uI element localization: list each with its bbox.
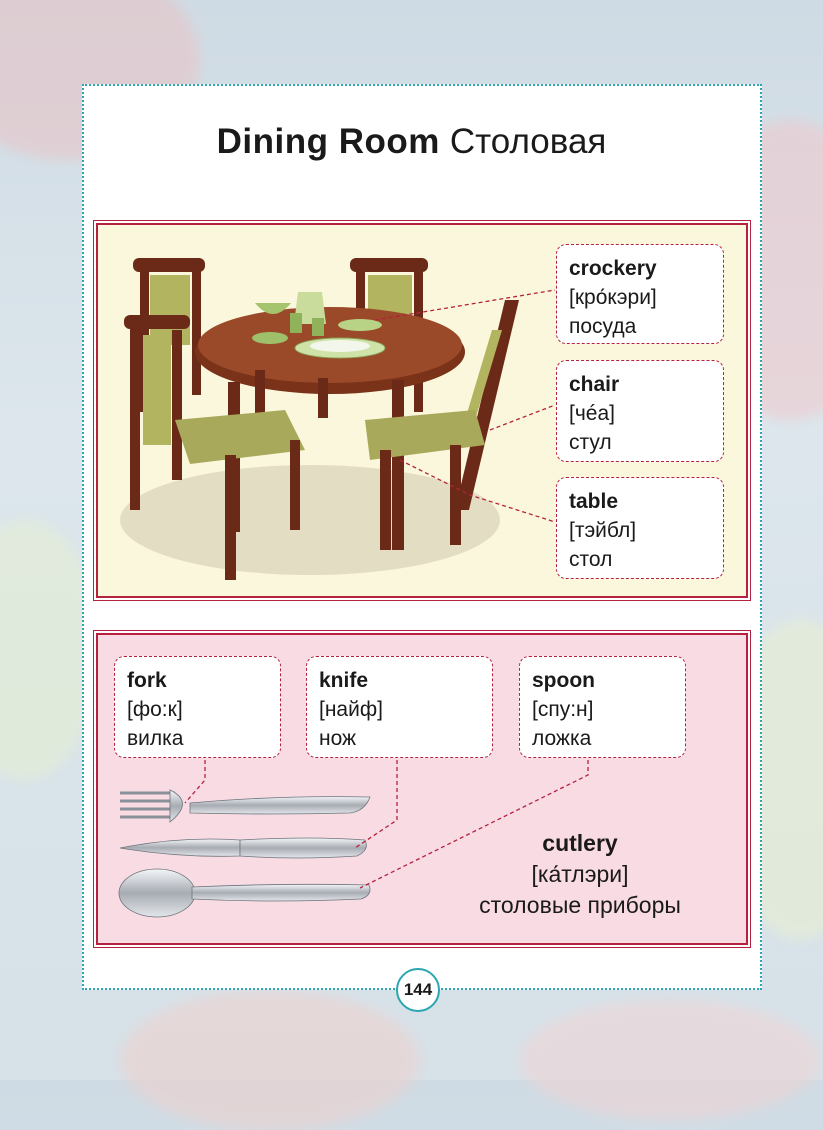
cutlery-transcription: [ка́тлэри] <box>531 861 629 887</box>
spoon-translation: ложка <box>532 727 592 750</box>
knife-translation: нож <box>319 727 357 750</box>
label-knife <box>306 656 493 758</box>
title-russian: Столовая <box>449 122 607 161</box>
label-fork <box>114 656 281 758</box>
crockery-transcription: [кро́кэри] <box>569 286 657 309</box>
spoon-transcription: [спу:н] <box>532 698 594 721</box>
spoon-word: spoon <box>532 669 595 692</box>
title-english: Dining Room <box>216 122 440 161</box>
fork-translation: вилка <box>127 727 184 750</box>
table-word: table <box>569 490 619 513</box>
cutlery-translation: столовые приборы <box>479 892 681 918</box>
cutlery-label <box>430 828 730 921</box>
spoon-image <box>119 869 370 917</box>
knife-word: knife <box>319 669 369 692</box>
chair-translation: стул <box>569 431 612 454</box>
page-number: 144 <box>396 968 440 1012</box>
crockery-translation: посуда <box>569 315 637 338</box>
fork-transcription: [фо:к] <box>127 698 183 721</box>
table-transcription: [тэйбл] <box>569 519 637 542</box>
fork-image <box>120 790 370 822</box>
cutlery-word: cutlery <box>542 830 618 856</box>
fork-word: fork <box>127 669 167 692</box>
table-translation: стол <box>569 548 613 571</box>
crockery-word: crockery <box>569 257 657 280</box>
chair-transcription: [чéа] <box>569 402 615 425</box>
label-spoon <box>519 656 686 758</box>
chair-word: chair <box>569 373 620 396</box>
knife-transcription: [найф] <box>319 698 383 721</box>
knife-image <box>120 838 366 858</box>
